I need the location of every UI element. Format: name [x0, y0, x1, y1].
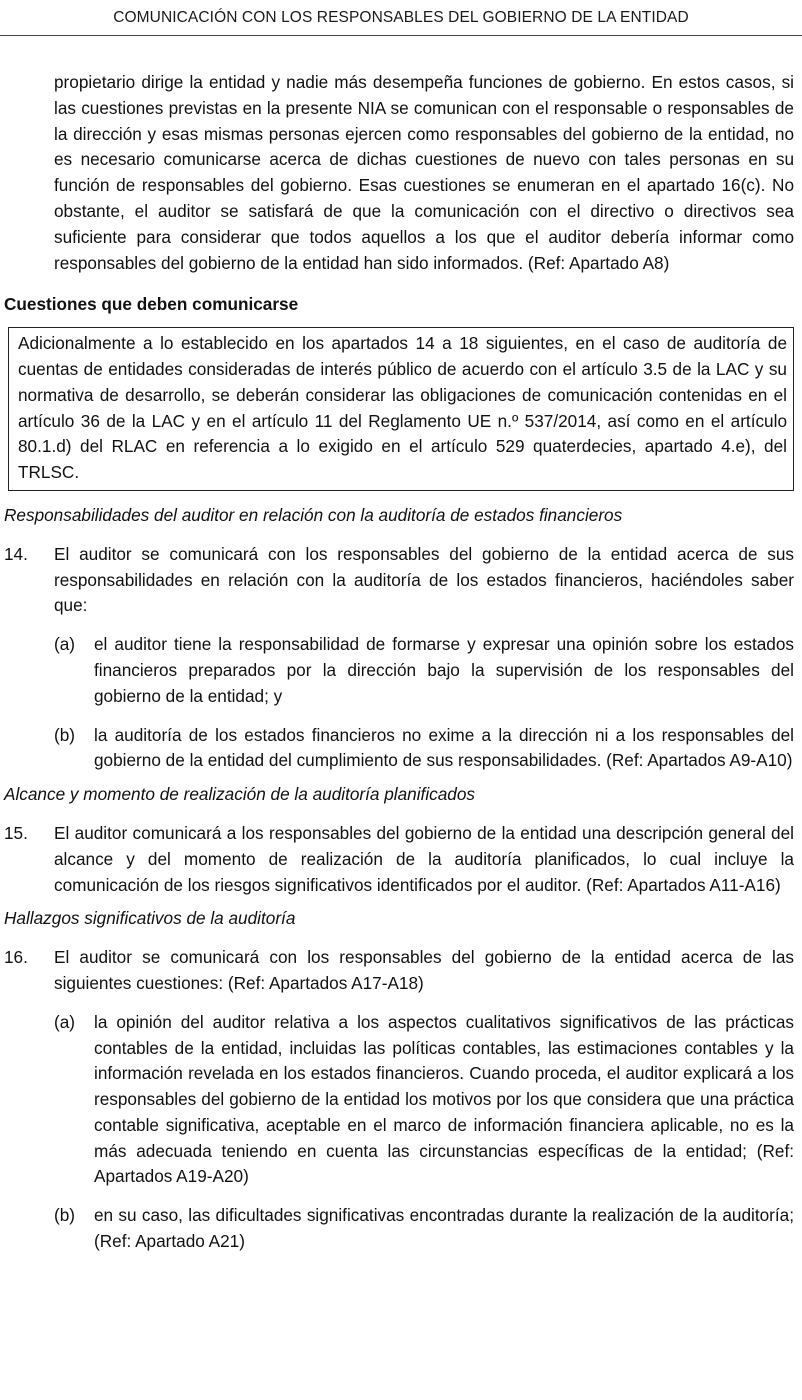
paragraph-15 — [4, 821, 794, 898]
intro-paragraph: propietario dirige la entidad y nadie más desempeña funciones de gobierno. En estos casos, si las cuestiones previstas en la presente NIA se comunican con el responsable o responsables de la dirección y esas mismas personas ejercen como responsables del gobierno de la entidad, no es necesario comunicarse acerca de dichas cuestiones de nuevo con tales personas en su función de responsables del gobierno. Esas cuestiones se enumeran en el apartado 16(c). No obstante, el auditor se satisfará de que la comunicación con el directivo o directivos sea suficiente para considerar que todos aquellos a los que el auditor debería informar como responsables del gobierno de la entidad han sido informados. (Ref: Apartado A8) — [54, 72, 794, 273]
list-item-label: (a) — [54, 634, 76, 655]
list-item-text: la opinión del auditor relativa a los aspectos cualitativos significativos de las prácticas contables de la entidad, incluidas las políticas contables, las estimaciones contables y la información revelada en los estados financieros. Cuando proceda, el auditor explicará a los responsables del gobierno de la entidad los motivos por los que considera que una práctica contable significativa, aceptable en el marco de información financiera aplicable, no es la más adecuada teniendo en cuenta las circunstancias específicas de la entidad; (Ref: Apartados A19-A20) — [94, 1011, 794, 1187]
paragraph-text: El auditor se comunicará con los responsables del gobierno de la entidad acerca de sus responsabilidades en relación con la auditoría de los estados financieros, haciéndoles saber que: — [54, 543, 794, 616]
list-item-label: (a) — [54, 1011, 76, 1032]
list-item — [54, 632, 794, 709]
subheading-alcance: Alcance y momento de realización de la auditoría planificados — [4, 784, 476, 805]
list-item — [54, 723, 794, 775]
paragraph-number: 14. — [4, 543, 28, 564]
paragraph-text: El auditor comunicará a los responsables del gobierno de la entidad una descripción general del alcance y del momento de realización de la auditoría planificados, lo cual incluye la comunicación de los riesgos significativos identificados por el auditor. (Ref: Apartados A11-A16) — [54, 822, 794, 895]
paragraph-14 — [4, 542, 794, 619]
paragraph-number: 15. — [4, 822, 28, 843]
list-item-label: (b) — [54, 1205, 76, 1226]
subheading-responsabilidades: Responsabilidades del auditor en relación con la auditoría de estados financieros — [4, 504, 623, 525]
paragraph-16 — [4, 945, 794, 997]
header-divider — [0, 35, 802, 36]
boxed-note: Adicionalmente a lo establecido en los apartados 14 a 18 siguientes, en el caso de auditoría de cuentas de entidades consideradas de interés público de acuerdo con el artículo 3.5 de la LAC y su normativa de desarrollo, se deberán considerar las obligaciones de comunicación contenidas en el artículo 36 de la LAC y en el artículo 11 del Reglamento UE n.º 537/2014, así como en el artículo 80.1.d) del RLAC en referencia a lo exigido en el artículo 529 quaterdecies, apartado 4.e), del TRLSC. — [8, 327, 794, 491]
list-item-text: en su caso, las dificultades significativas encontradas durante la realización de la auditoría; (Ref: Apartado A21) — [94, 1205, 794, 1252]
list-item-label: (b) — [54, 724, 76, 745]
section-heading: Cuestiones que deben comunicarse — [4, 294, 299, 315]
list-item-text: la auditoría de los estados financieros no exime a la dirección ni a los responsables del gobierno de la entidad del cumplimiento de sus responsabilidades. (Ref: Apartados A9-A10) — [94, 724, 794, 771]
list-item — [54, 1203, 794, 1255]
document-body — [4, 70, 794, 1255]
page-header: COMUNICACIÓN CON LOS RESPONSABLES DEL GOBIERNO DE LA ENTIDAD — [113, 9, 689, 26]
paragraph-number: 16. — [4, 947, 28, 968]
list-item-text: el auditor tiene la responsabilidad de formarse y expresar una opinión sobre los estados financieros preparados por la dirección bajo la supervisión de los responsables del gobierno de la entidad; y — [94, 634, 794, 706]
list-item — [54, 1010, 794, 1191]
paragraph-text: El auditor se comunicará con los responsables del gobierno de la entidad acerca de las siguientes cuestiones: (Ref: Apartados A17-A18) — [54, 947, 794, 993]
subheading-hallazgos: Hallazgos significativos de la auditoría — [4, 908, 296, 929]
